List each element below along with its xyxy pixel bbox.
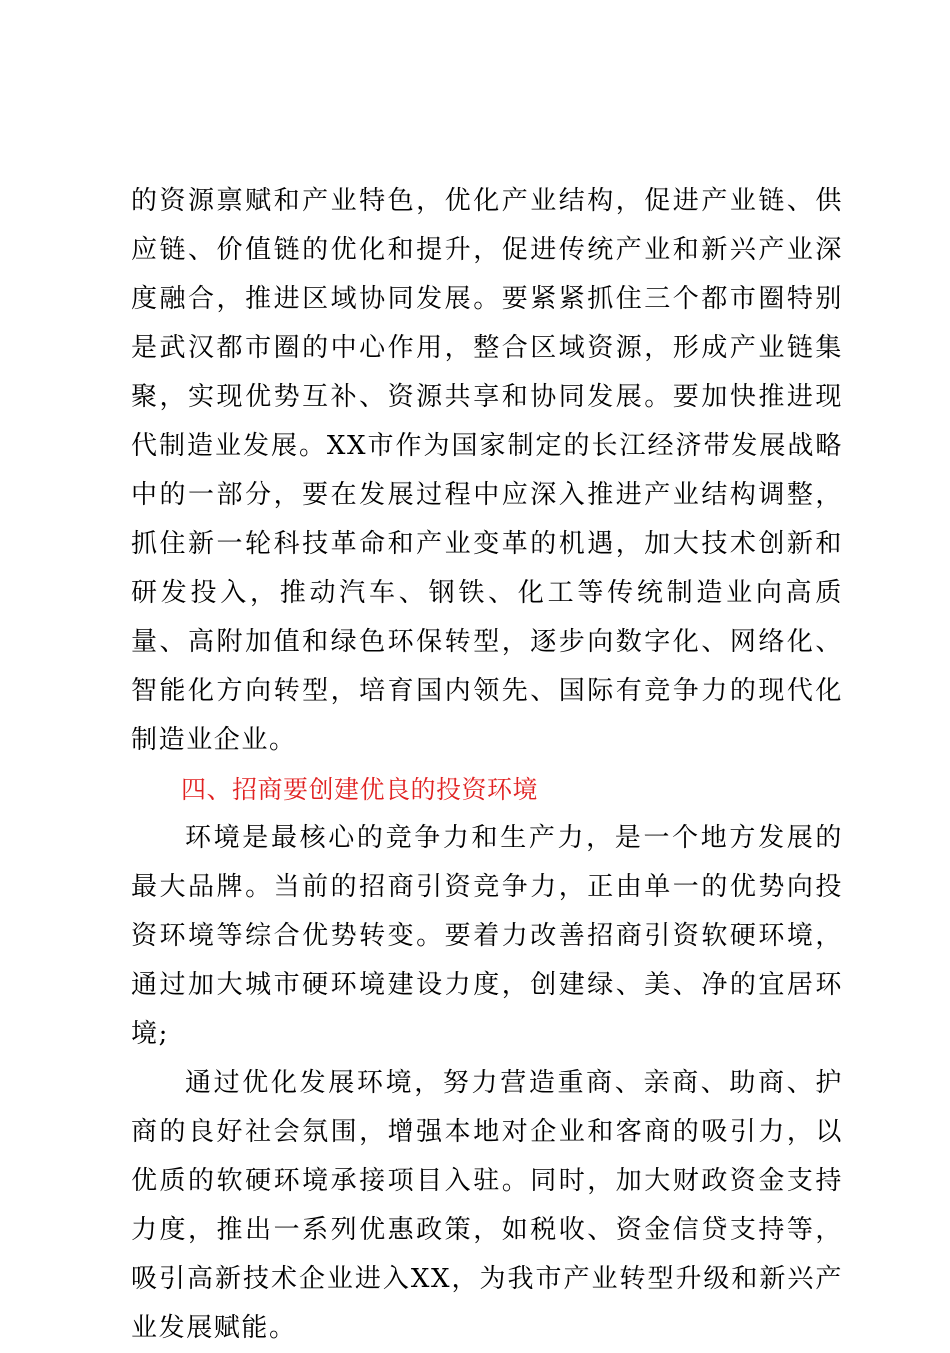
document-body [131, 177, 843, 1353]
paragraph-resource-endowment: 的资源禀赋和产业特色，优化产业结构，促进产业链、供应链、价值链的优化和提升，促进传统产业和新兴产业深度融合，推进区域协同发展。要紧紧抓住三个都市圈特别是武汉都市圈的中心作用，整合区域资源，形成产业链集聚，实现优势互补、资源共享和协同发展。要加快推进现代制造业发展。XX市作为国家制定的长江经济带发展战略中的一部分，要在发展过程中应深入推进产业结构调整，抓住新一轮科技革命和产业变革的机遇，加大技术创新和研发投入，推动汽车、钢铁、化工等传统制造业向高质量、高附加值和绿色环保转型，逐步向数字化、网络化、智能化方向转型，培育国内领先、国际有竞争力的现代化制造业企业。 [131, 186, 843, 755]
paragraph-optimize-development-environment: 通过优化发展环境，努力营造重商、亲商、助商、护商的良好社会氛围，增强本地对企业和客商的吸引力，以优质的软硬环境承接项目入驻。同时，加大财政资金支持力度，推出一系列优惠政策，如税收、资金信贷支持等，吸引高新技术企业进入XX，为我市产业转型升级和新兴产业发展赋能。 [131, 1068, 843, 1343]
section-heading-investment-environment: 四、招商要创建优良的投资环境 [181, 775, 539, 804]
paragraph-environment-competitiveness: 环境是最核心的竞争力和生产力，是一个地方发展的最大品牌。当前的招商引资竞争力，正由单一的优势向投资环境等综合优势转变。要着力改善招商引资软硬环境，通过加大城市硬环境建设力度，创建绿、美、净的宜居环境; [131, 823, 843, 1049]
